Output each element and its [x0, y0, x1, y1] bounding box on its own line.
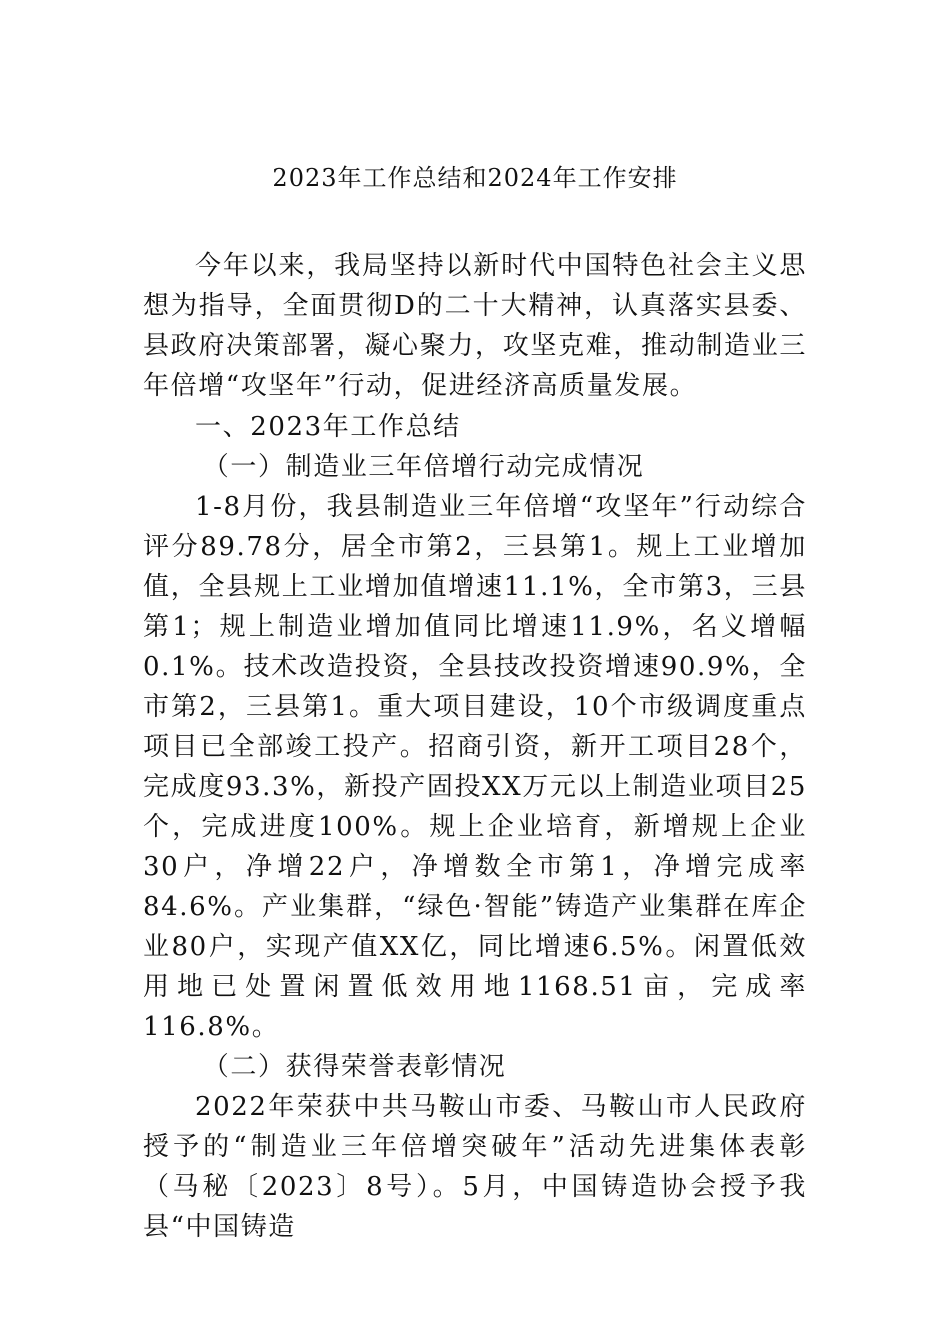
section-heading: 一、2023年工作总结 [195, 412, 461, 442]
document-title: 2023年工作总结和2024年工作安排 [272, 164, 678, 192]
document-body [143, 246, 807, 1247]
body-paragraph: 2022年荣获中共马鞍山市委、马鞍山市人民政府授予的“制造业三年倍增突破年”活动先进集体表彰（马秘〔2023〕8号）。5月，中国铸造协会授予我县“中国铸造 [143, 1092, 807, 1242]
subsection-heading: （一）制造业三年倍增行动完成情况 [202, 452, 645, 482]
body-paragraph: 1-8月份，我县制造业三年倍增“攻坚年”行动综合评分89.78分，居全市第2，三县第1。规上工业增加值，全县规上工业增加值增速11.1%，全市第3，三县第1；规上制造业增加值同比增速11.9%，名义增幅0.1%。技术改造投资，全县技改投资增速90.9%，全市第2，三县第1。重大项目建设，10个市级调度重点项目已全部竣工投产。招商引资，新开工项目28个，完成度93.3%，新投产固投XX万元以上制造业项目25个，完成进度100%。规上企业培育，新增规上企业30户，净增22户，净增数全市第1，净增完成率84.6%。产业集群，“绿色·智能”铸造产业集群在库企业80户，实现产值XX亿，同比增速6.5%。闲置低效用地已处置闲置低效用地1168.51亩，完成率116.8%。 [143, 492, 807, 1042]
subsection-heading: （二）获得荣誉表彰情况 [202, 1052, 507, 1082]
intro-paragraph: 今年以来，我局坚持以新时代中国特色社会主义思想为指导，全面贯彻D的二十大精神，认真落实县委、县政府决策部署，凝心聚力，攻坚克难，推动制造业三年倍增“攻坚年”行动，促进经济高质量发展。 [143, 251, 807, 401]
